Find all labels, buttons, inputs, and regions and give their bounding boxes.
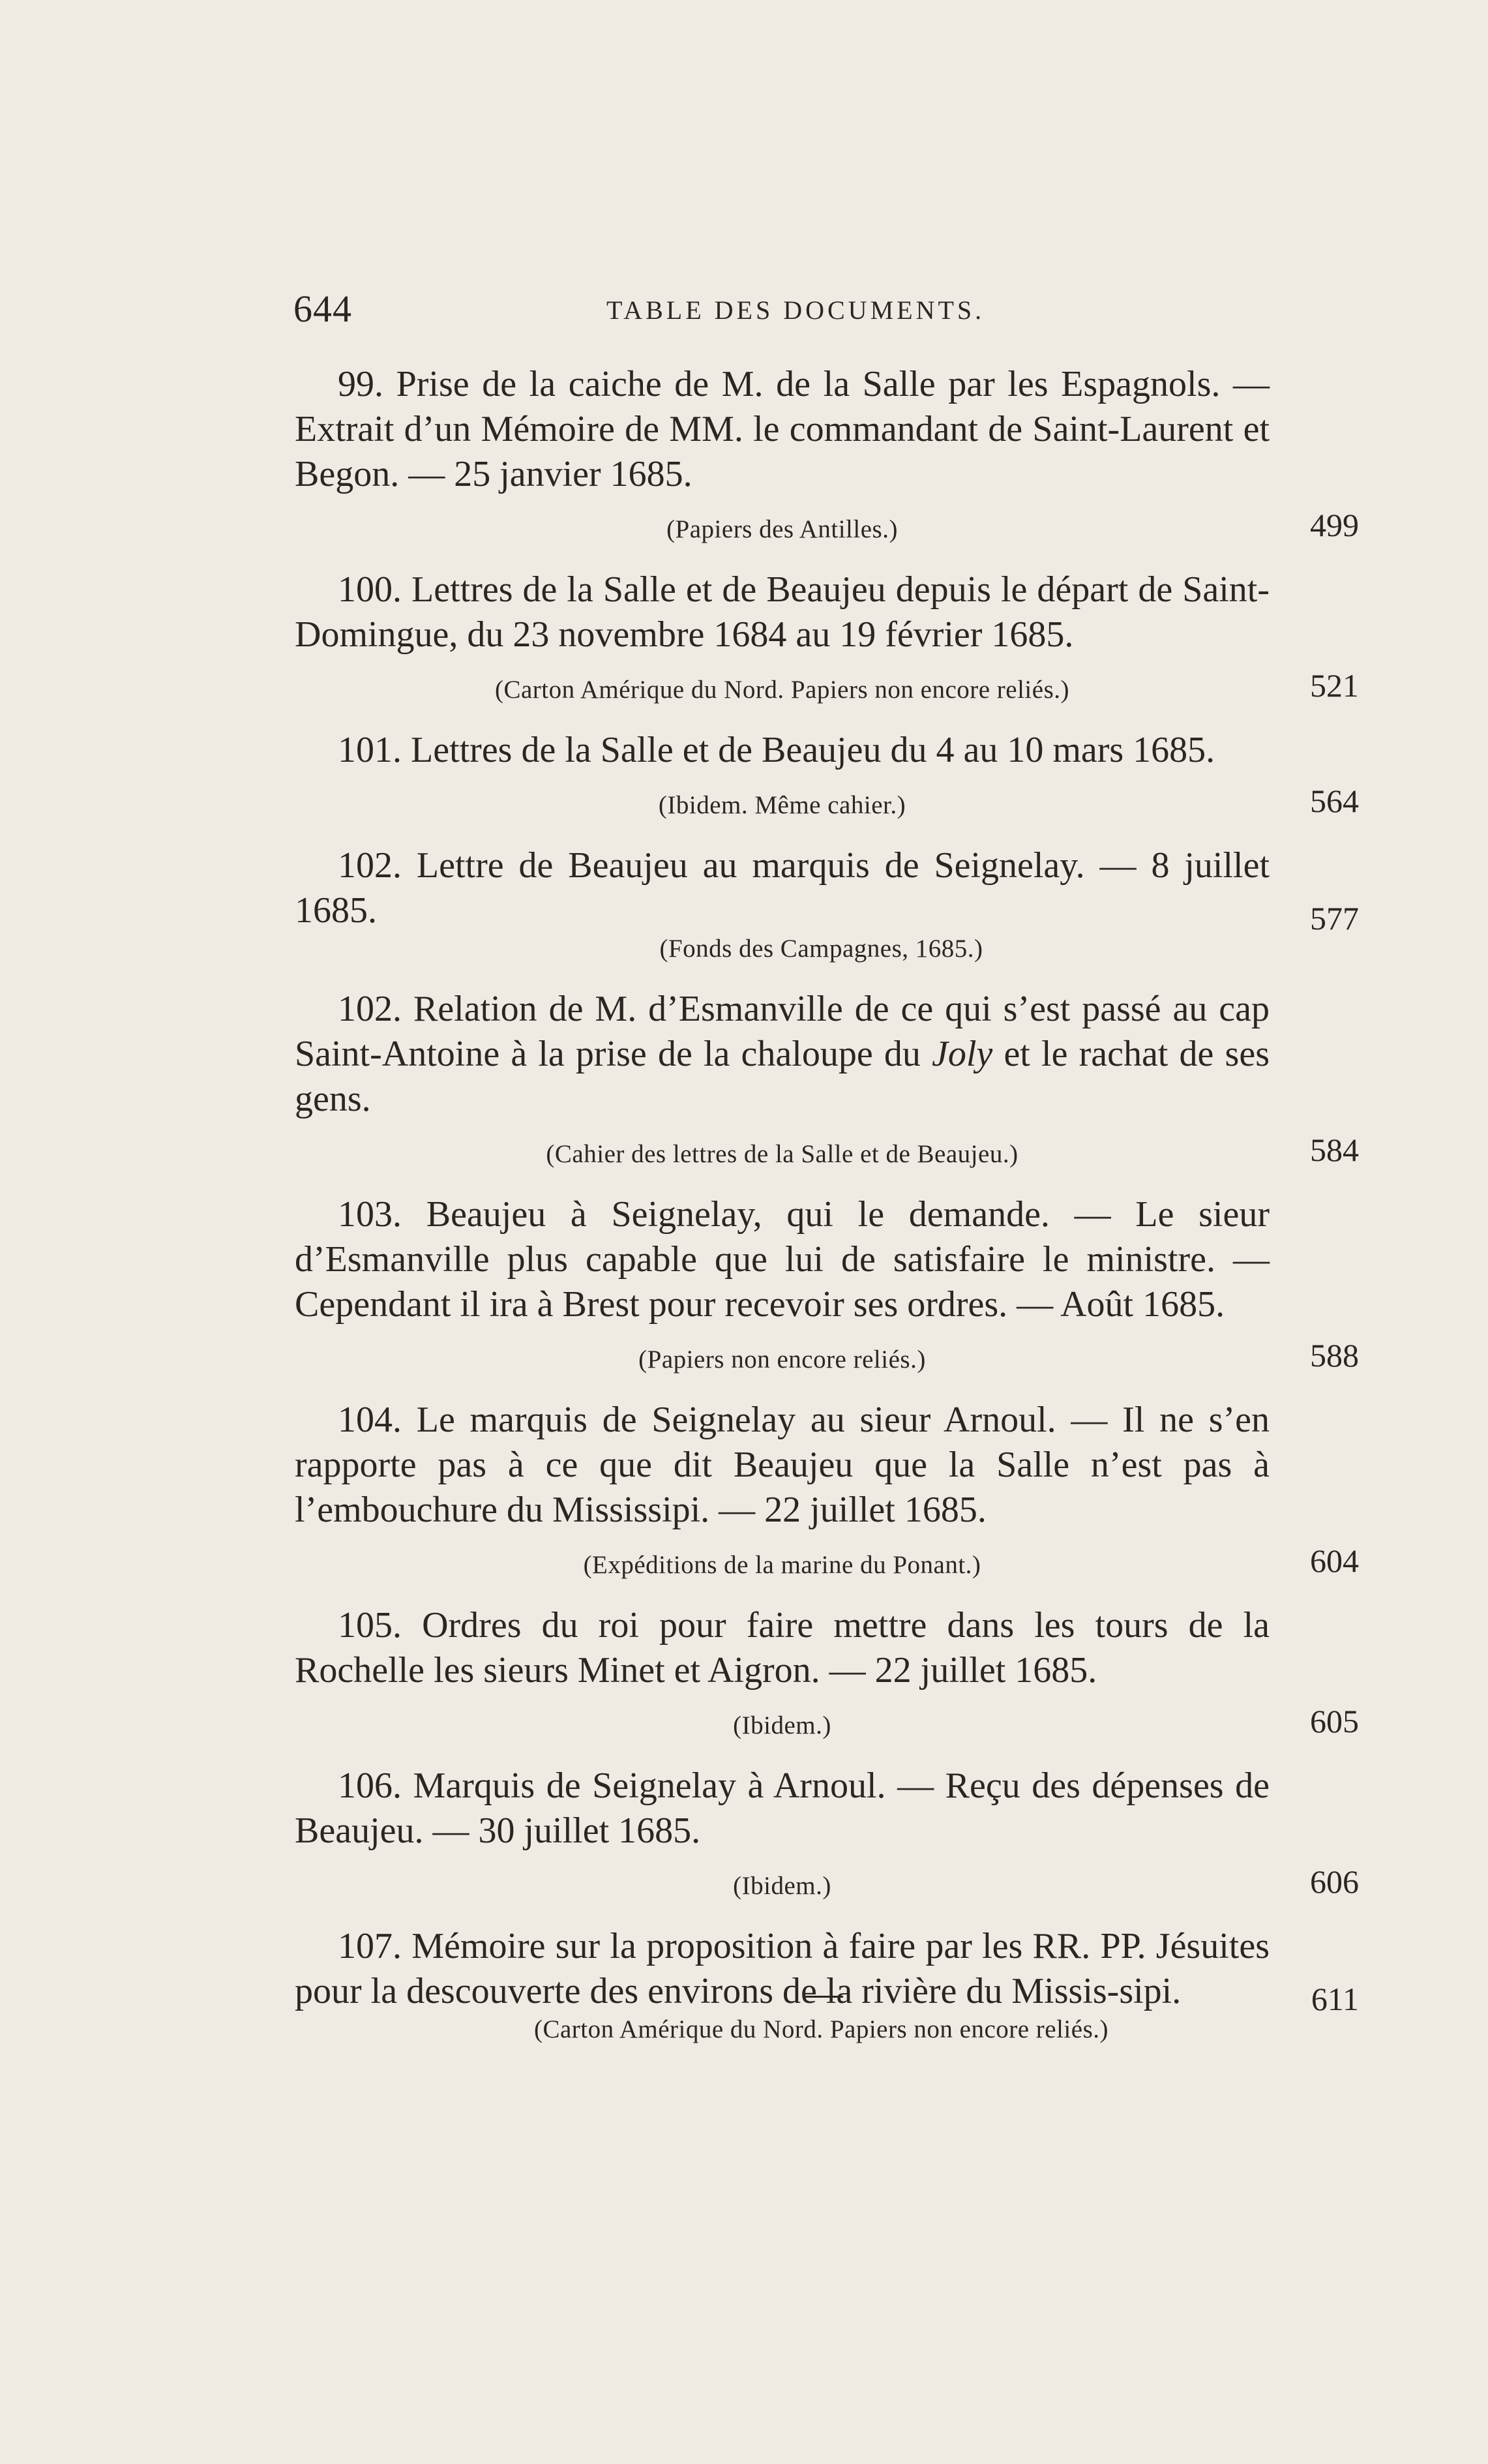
document-entry-102 [295, 843, 1359, 967]
entry-description: 104. Le marquis de Seignelay au sieur Arnoul. — Il ne s’en rapporte pas à ce que dit Beaujeu que la Salle n’est pas à l’embouchure du Mississipi. — 22 juillet 1685. [295, 1400, 1270, 1530]
entry-source: (Cahier des lettres de la Salle et de Beaujeu.) [546, 1140, 1019, 1168]
entry-description [295, 987, 1270, 1122]
document-list [295, 362, 1359, 2067]
entry-description: 105. Ordres du roi pour faire mettre dans les tours de la Rochelle les sieurs Minet et Aigron. — 22 juillet 1685. [295, 1605, 1270, 1690]
running-title: TABLE DES DOCUMENTS. [606, 295, 985, 325]
entry-source: (Ibidem. Même cahier.) [658, 791, 906, 819]
document-entry-102-relation [295, 987, 1359, 1173]
page-number: 644 [293, 288, 352, 330]
entry-page-number: 521 [1310, 667, 1359, 704]
ship-name: Joly [932, 1034, 993, 1074]
document-entry-100 [295, 567, 1359, 708]
entry-page-number: 499 [1310, 507, 1359, 543]
entry-description: 103. Beaujeu à Seignelay, qui le demande. — Le sieur d’Esmanville plus capable que lui de satisfaire le ministre. — Cependant il ira à Brest pour recevoir ses ordres. — Août 1685. [295, 1194, 1270, 1325]
entry-source: (Ibidem.) [733, 1872, 831, 1900]
entry-source: (Carton Amérique du Nord. Papiers non encore reliés.) [534, 2015, 1109, 2043]
entry-page-number: 605 [1310, 1703, 1359, 1739]
document-entry-105 [295, 1603, 1359, 1744]
end-rule [804, 1996, 843, 1998]
entry-text-part: et le rachat de ses gens. [295, 1034, 1270, 1119]
entry-page-number: 588 [1310, 1337, 1359, 1374]
entry-description: 101. Lettres de la Salle et de Beaujeu du 4 au 10 mars 1685. [338, 730, 1215, 770]
entry-page-number: 577 [1310, 900, 1359, 937]
entry-source: (Expéditions de la marine du Ponant.) [583, 1551, 981, 1579]
entry-source: (Papiers des Antilles.) [666, 515, 898, 543]
document-entry-99 [295, 362, 1359, 548]
page-header [293, 287, 1356, 339]
document-entry-106 [295, 1764, 1359, 1904]
entry-page-number: 564 [1310, 783, 1359, 819]
entry-description: 99. Prise de la caiche de M. de la Salle par les Espagnols. — Extrait d’un Mémoire de MM. le commandant de Saint-Laurent et Begon. — 25 janvier 1685. [295, 364, 1270, 494]
entry-page-number: 604 [1310, 1542, 1359, 1579]
entry-page-number: 611 [1311, 1981, 1359, 2017]
entry-description: 102. Lettre de Beaujeu au marquis de Seignelay. — 8 juillet 1685. [295, 845, 1270, 931]
entry-source: (Carton Amérique du Nord. Papiers non encore reliés.) [495, 676, 1069, 704]
entry-text-part: 102. Relation de M. d’Esmanville de ce qui s’est passé au cap Saint-Antoine à la prise de la chaloupe du [295, 989, 1270, 1074]
entry-page-number: 606 [1310, 1863, 1359, 1900]
entry-source: (Papiers non encore reliés.) [638, 1345, 926, 1374]
document-entry-107 [295, 1924, 1359, 2048]
entry-description: 106. Marquis de Seignelay à Arnoul. — Reçu des dépenses de Beaujeu. — 30 juillet 1685. [295, 1765, 1270, 1851]
document-entry-104 [295, 1398, 1359, 1584]
entry-page-number: 584 [1310, 1132, 1359, 1168]
entry-description: 100. Lettres de la Salle et de Beaujeu depuis le départ de Saint-Domingue, du 23 novembre 1684 au 19 février 1685. [295, 569, 1270, 655]
entry-description: 107. Mémoire sur la proposition à faire par les RR. PP. Jésuites pour la descouverte des environs de la rivière du Missis-sipi. [295, 1926, 1270, 2011]
entry-source: (Ibidem.) [733, 1711, 831, 1739]
document-entry-101 [295, 728, 1359, 824]
document-entry-103 [295, 1192, 1359, 1378]
entry-source: (Fonds des Campagnes, 1685.) [659, 935, 983, 963]
